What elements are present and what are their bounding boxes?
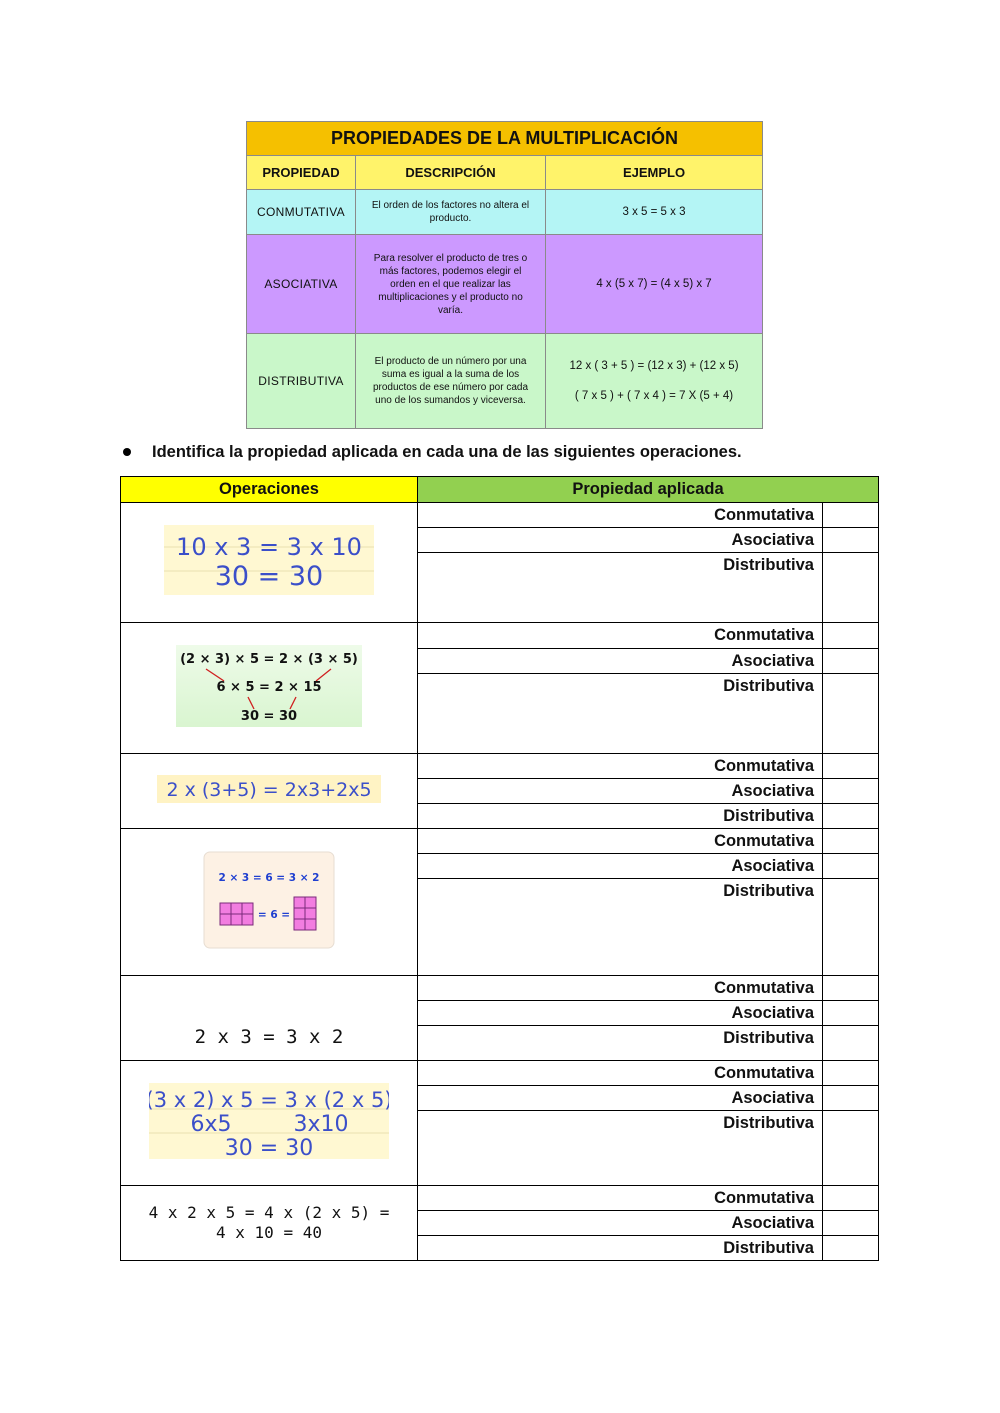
option-distributiva: Distributiva (418, 1026, 823, 1061)
operation-line: 2 x 3 = 3 x 2 (194, 1026, 344, 1048)
property-description: El orden de los factores no altera el producto. (356, 190, 546, 235)
option-asociativa: Asociativa (418, 854, 823, 879)
operation-cell (121, 754, 418, 829)
option-distributiva: Distributiva (418, 1111, 823, 1186)
answer-box[interactable] (823, 779, 879, 804)
answer-box[interactable] (823, 528, 879, 553)
option-conmutativa: Conmutativa (418, 1186, 823, 1211)
property-example (546, 190, 763, 235)
example-line: 3 x 5 = 5 x 3 (622, 206, 686, 218)
reference-header-example: EJEMPLO (546, 156, 763, 190)
answer-box[interactable] (823, 623, 879, 649)
property-description: El producto de un número por una suma es igual a la suma de los productos de ese número por cada uno de los sumandos y viceversa. (356, 334, 546, 429)
exercise-table (120, 476, 879, 1261)
reference-header-description: DESCRIPCIÓN (356, 156, 546, 190)
example-line: ( 7 x 5 ) + ( 7 x 4 ) = 7 X (5 + 4) (574, 390, 734, 402)
operation-line: 6x5 (190, 1111, 232, 1137)
property-example (546, 235, 763, 334)
operation-line: (2 × 3) × 5 = 2 × (3 × 5) (180, 651, 358, 667)
option-conmutativa: Conmutativa (418, 1061, 823, 1086)
grid-2x3-icon (220, 903, 253, 925)
option-distributiva: Distributiva (418, 1236, 823, 1261)
property-description: Para resolver el producto de tres o más factores, podemos elegir el orden en el que realizar las multiplicaciones y el producto no varía. (356, 235, 546, 334)
operation-line: 30 = 30 (214, 561, 324, 592)
answer-box[interactable] (823, 674, 879, 754)
operation-image-1 (164, 525, 374, 595)
answer-box[interactable] (823, 1086, 879, 1111)
option-distributiva: Distributiva (418, 674, 823, 754)
reference-title: PROPIEDADES DE LA MULTIPLICACIÓN (247, 122, 763, 156)
option-conmutativa: Conmutativa (418, 623, 823, 649)
answer-box[interactable] (823, 503, 879, 528)
operation-line: 30 = 30 (224, 1135, 314, 1159)
operation-line: (3 x 2) x 5 = 3 x (2 x 5) (149, 1087, 389, 1112)
bullet-icon (123, 448, 131, 456)
operation-line: 4 x 10 = 40 (216, 1223, 322, 1242)
reference-row-asociativa (247, 235, 763, 334)
operation-image-4 (203, 851, 335, 949)
operation-image-3 (157, 775, 381, 803)
property-header: Propiedad aplicada (418, 477, 879, 503)
answer-box[interactable] (823, 1001, 879, 1026)
option-asociativa: Asociativa (418, 779, 823, 804)
operation-line: 3x10 (293, 1111, 349, 1137)
answer-box[interactable] (823, 649, 879, 674)
answer-box[interactable] (823, 976, 879, 1001)
operation-line: 10 x 3 = 3 x 10 (176, 533, 362, 561)
operation-cell (121, 829, 418, 976)
operation-line: 2 x (3+5) = 2x3+2x5 (166, 778, 372, 801)
option-conmutativa: Conmutativa (418, 829, 823, 854)
answer-box[interactable] (823, 1061, 879, 1086)
operation-line: = 6 = (257, 908, 291, 921)
operation-cell (121, 1061, 418, 1186)
operation-line: 30 = 30 (240, 708, 298, 724)
instruction-text: Identifica la propiedad aplicada en cada una de las siguientes operaciones. (152, 442, 742, 461)
operation-cell (121, 976, 418, 1061)
example-line: 4 x (5 x 7) = (4 x 5) x 7 (596, 278, 712, 290)
option-asociativa: Asociativa (418, 1086, 823, 1111)
answer-box[interactable] (823, 879, 879, 976)
property-name: CONMUTATIVA (247, 190, 356, 235)
option-conmutativa: Conmutativa (418, 754, 823, 779)
operation-line: 2 × 3 = 6 = 3 × 2 (218, 871, 320, 884)
operations-header: Operaciones (121, 477, 418, 503)
option-asociativa: Asociativa (418, 649, 823, 674)
answer-box[interactable] (823, 1211, 879, 1236)
option-distributiva: Distributiva (418, 804, 823, 829)
property-name: ASOCIATIVA (247, 235, 356, 334)
option-conmutativa: Conmutativa (418, 503, 823, 528)
answer-box[interactable] (823, 1236, 879, 1261)
answer-box[interactable] (823, 754, 879, 779)
operation-image-2 (176, 645, 362, 727)
instruction (122, 440, 902, 464)
option-asociativa: Asociativa (418, 528, 823, 553)
answer-box[interactable] (823, 1186, 879, 1211)
reference-row-conmutativa (247, 190, 763, 235)
reference-row-distributiva (247, 334, 763, 429)
option-conmutativa: Conmutativa (418, 976, 823, 1001)
option-asociativa: Asociativa (418, 1211, 823, 1236)
option-asociativa: Asociativa (418, 1001, 823, 1026)
answer-box[interactable] (823, 553, 879, 623)
grid-3x2-icon (294, 897, 316, 930)
operation-cell (121, 1186, 418, 1261)
operation-cell (121, 503, 418, 623)
reference-header-property: PROPIEDAD (247, 156, 356, 190)
property-name: DISTRIBUTIVA (247, 334, 356, 429)
operation-image-6 (149, 1083, 389, 1159)
option-distributiva: Distributiva (418, 879, 823, 976)
answer-box[interactable] (823, 829, 879, 854)
properties-reference-table (246, 121, 763, 429)
answer-box[interactable] (823, 1111, 879, 1186)
property-example (546, 334, 763, 429)
operation-cell (121, 623, 418, 754)
answer-box[interactable] (823, 1026, 879, 1061)
answer-box[interactable] (823, 804, 879, 829)
operation-line: 6 × 5 = 2 × 15 (216, 679, 322, 695)
example-line: 12 x ( 3 + 5 ) = (12 x 3) + (12 x 5) (569, 360, 739, 372)
operation-line: 4 x 2 x 5 = 4 x (2 x 5) = (148, 1203, 390, 1222)
answer-box[interactable] (823, 854, 879, 879)
option-distributiva: Distributiva (418, 553, 823, 623)
